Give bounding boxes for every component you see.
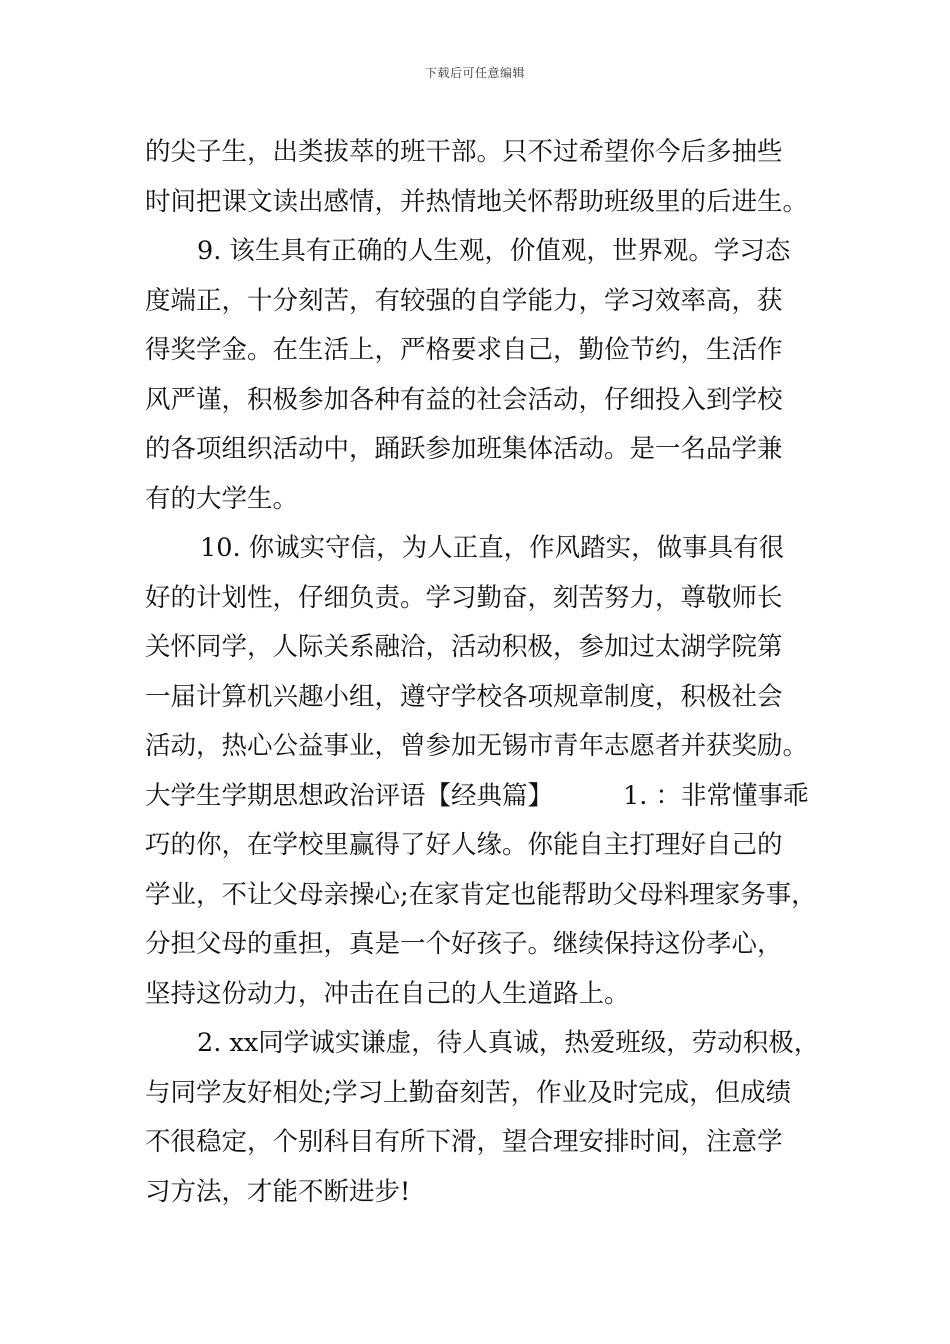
document-body <box>145 128 835 1217</box>
text-line: 的各项组织活动中，踊跃参加班集体活动。是一名品学兼 <box>145 434 783 464</box>
page-header: 下载后可任意编辑 <box>424 66 525 80</box>
text-line: 不很稳定，个别科目有所下滑，望合理安排时间，注意学 <box>145 1127 783 1157</box>
list-item-2: 2. xx同学诚实谦虚，待人真诚，热爱班级，劳动积极， <box>197 1028 820 1058</box>
text-line: 习方法，才能不断进步! <box>145 1176 411 1207</box>
text-line: 一届计算机兴趣小组，遵守学校各项规章制度，积极社会 <box>145 681 783 712</box>
text-line: 有的大学生。 <box>145 483 299 514</box>
text-line: 巧的你，在学校里赢得了好人缘。你能自主打理好自己的 <box>145 830 783 860</box>
text-line: 学业，不让父母亲操心;在家肯定也能帮助父母料理家务事， <box>145 879 817 910</box>
text-line: 时间把课文读出感情，并热情地关怀帮助班级里的后进生。 <box>145 186 809 217</box>
text-line: 度端正，十分刻苦，有较强的自学能力，学习效率高，获 <box>145 285 783 316</box>
list-item-9: 9. 该生具有正确的人生观，价值观，世界观。学习态 <box>197 236 791 266</box>
text-line: 与同学友好相处;学习上勤奋刻苦，作业及时完成，但成绩 <box>145 1077 792 1108</box>
text-line: 分担父母的重担，真是一个好孩子。继续保持这份孝心， <box>145 929 783 959</box>
text-line: 得奖学金。在生活上，严格要求自己，勤俭节约，生活作 <box>145 335 783 365</box>
text-line: 好的计划性，仔细负责。学习勤奋，刻苦努力，尊敬师长 <box>145 582 783 613</box>
list-item-1: 1. ：非常懂事乖 <box>623 780 809 811</box>
section-heading: 大学生学期思想政治评语【经典篇】 <box>145 780 554 811</box>
section-heading-line <box>145 772 835 822</box>
list-item-10: 10. 你诚实守信，为人正直，作风踏实，做事具有很 <box>200 533 785 563</box>
text-line: 活动，热心公益事业，曾参加无锡市青年志愿者并获奖励。 <box>145 731 809 761</box>
text-line: 的尖子生，出类拔萃的班干部。只不过希望你今后多抽些 <box>145 137 783 167</box>
text-line: 风严谨，积极参加各种有益的社会活动，仔细投入到学校 <box>145 384 783 415</box>
text-line: 关怀同学，人际关系融洽，活动积极，参加过太湖学院第 <box>145 632 783 662</box>
text-line: 坚持这份动力，冲击在自己的人生道路上。 <box>145 978 630 1009</box>
